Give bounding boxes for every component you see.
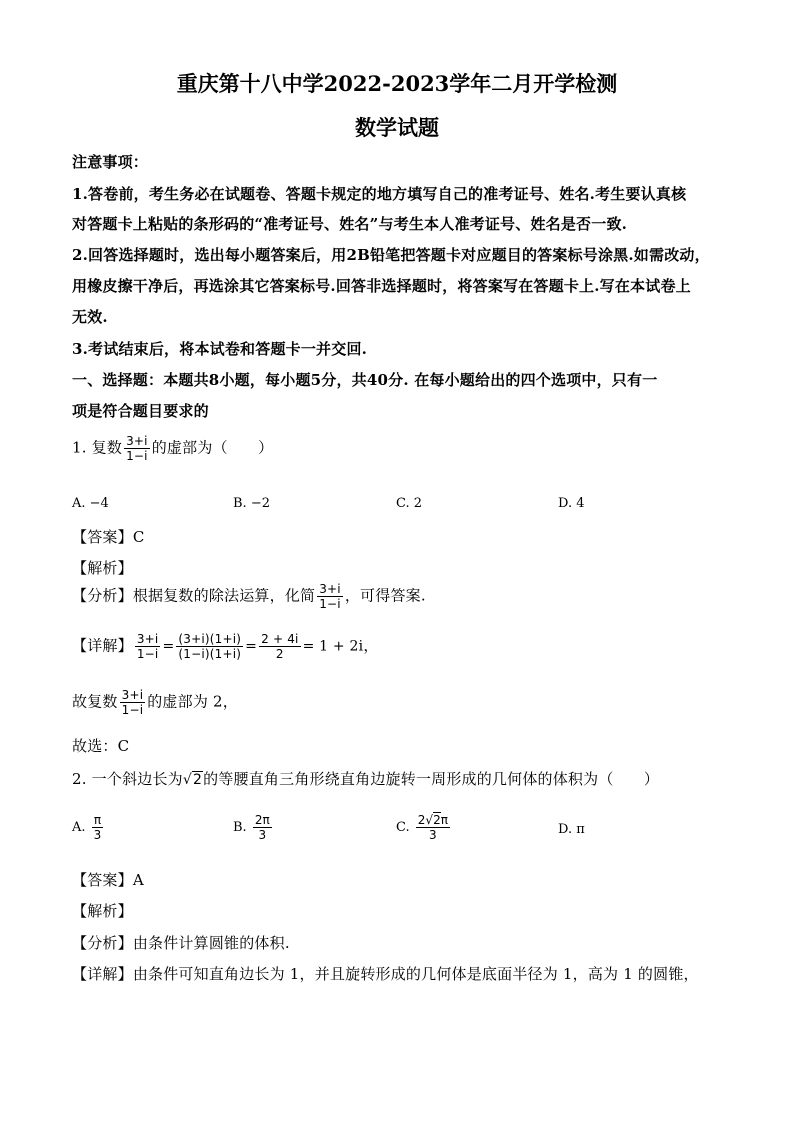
q1-fenxi-frac-num: 3+i — [319, 582, 341, 596]
q1-xiangjie — [72, 632, 379, 661]
q1-suffix: 的虚部为（ ） — [151, 438, 274, 457]
q2-fenxi-text: 由条件计算圆锥的体积. — [132, 934, 290, 952]
q2-opt-a-den: 3 — [93, 828, 102, 842]
section-heading-line1: 一、选择题：本题共8小题，每小题5分，共40分. 在每小题给出的四个选项中，只有一 — [72, 371, 658, 389]
q2-fenxi — [72, 932, 290, 953]
q1-calc-frac2 — [176, 632, 243, 661]
q1-calc-frac3 — [259, 632, 301, 661]
q1-calc-frac2-num: (3+i)(1+i) — [178, 632, 242, 646]
q1-fenxi-text: 根据复数的除法运算，化简 — [132, 586, 316, 605]
q1-calc-eq1: = — [162, 638, 175, 655]
q2-suffix: 的等腰直角三角形绕直角边旋转一周形成的几何体的体积为（ ） — [203, 770, 660, 788]
q1-answer-tag: 【答案】 — [72, 528, 133, 546]
q1-analysis-tag: 【解析】 — [72, 559, 133, 577]
q1-conclusion-frac-den: 1−i — [121, 703, 144, 717]
q2-opt-a-frac — [92, 813, 104, 842]
q2-opt-c-label: C. — [396, 820, 410, 835]
q2-answer-value: A — [132, 871, 144, 889]
q2-option-a — [72, 813, 105, 842]
q1-calc-result: = 1 + 2i — [302, 638, 364, 655]
q1-fenxi-frac-den: 1−i — [319, 597, 341, 611]
q2-option-c — [396, 813, 452, 842]
q1-calc-frac1-den: 1−i — [136, 647, 159, 661]
notice-item2-line3: 无效. — [72, 308, 108, 326]
q1-calc-end: ， — [363, 636, 379, 655]
q1-option-d: D. 4 — [558, 496, 585, 511]
notice-item1-line1: 1.答卷前，考生务必在试题卷、答题卡规定的地方填写自己的准考证号、姓名.考生要认真核 — [72, 185, 687, 203]
q2-radicand: 2 — [193, 772, 203, 788]
q2-prefix: 2. 一个斜边长为 — [72, 770, 183, 788]
q2-xiangjie-text: 由条件可知直角边长为 1，并且旋转形成的几何体是底面半径为 1，高为 1 的圆锥， — [132, 965, 699, 983]
q2-option-d: D. π — [558, 822, 585, 837]
q1-answer-value: C — [132, 528, 145, 546]
q2-opt-c-coef: 2 — [417, 813, 426, 827]
q1-conclusion-fraction — [120, 688, 146, 717]
q2-answer — [72, 869, 144, 890]
q1-calc-frac3-num: 2 + 4i — [261, 632, 299, 646]
q1-frac-den: 1−i — [126, 449, 148, 463]
q2-xiangjie — [72, 963, 699, 984]
q2-opt-b-num: 2π — [254, 813, 270, 827]
q1-frac-num: 3+i — [126, 434, 148, 448]
q1-conclusion-frac-num: 3+i — [121, 688, 144, 702]
notice-heading: 注意事项： — [72, 153, 149, 171]
q1-option-a: A. −4 — [72, 496, 109, 511]
q2-xiangjie-tag: 【详解】 — [72, 965, 133, 983]
q1-choose: 故选：C — [72, 737, 130, 755]
notice-item2-line1: 2.回答选择题时，选出每小题答案后，用2B铅笔把答题卡对应题目的答案标号涂黑.如需改动， — [72, 246, 710, 264]
q2-opt-c-den: 3 — [429, 828, 437, 842]
q2-option-b — [233, 813, 274, 842]
q2-opt-c-radicand: 2 — [433, 813, 441, 827]
q1-calc-frac1 — [135, 632, 161, 661]
q1-fenxi-fraction — [317, 582, 343, 611]
page-subtitle: 数学试题 — [355, 115, 439, 140]
question-1-stem — [72, 434, 273, 463]
q1-fenxi — [72, 582, 426, 611]
q1-calc-frac3-den: 2 — [275, 647, 284, 661]
q2-fenxi-tag: 【分析】 — [72, 934, 133, 952]
q2-opt-b-frac — [253, 813, 272, 842]
q2-opt-b-label: B. — [233, 820, 247, 835]
page-title: 重庆第十八中学2022-2023学年二月开学检测 — [176, 71, 618, 96]
q1-conclusion — [72, 688, 238, 717]
q2-radical-sign: √ — [182, 772, 193, 788]
notice-item1-line2: 对答题卡上粘贴的条形码的“准考证号、姓名”与考生本人准考证号、姓名是否一致. — [72, 215, 628, 233]
q1-fraction — [124, 434, 150, 463]
q1-option-b: B. −2 — [233, 496, 270, 511]
q1-xiangjie-tag: 【详解】 — [72, 636, 133, 655]
q2-answer-tag: 【答案】 — [72, 871, 133, 889]
q1-fenxi-suffix: ，可得答案. — [344, 586, 426, 605]
q1-calc-frac2-den: (1−i)(1+i) — [178, 647, 242, 661]
q1-conclusion-suffix: 的虚部为 2， — [147, 692, 238, 711]
q1-option-c: C. 2 — [396, 496, 423, 511]
q1-prefix: 1. 复数 — [72, 438, 123, 457]
q1-conclusion-prefix: 故复数 — [72, 692, 118, 711]
question-2-stem — [72, 768, 659, 789]
q2-opt-a-num: π — [93, 813, 102, 827]
q2-analysis-tag: 【解析】 — [72, 902, 133, 920]
q1-answer — [72, 526, 145, 547]
q1-calc-frac1-num: 3+i — [136, 632, 159, 646]
q2-opt-a-label: A. — [72, 820, 86, 835]
q1-fenxi-tag: 【分析】 — [72, 586, 133, 605]
section-heading-line2: 项是符合题目要求的 — [72, 402, 209, 420]
q2-opt-c-frac — [416, 813, 450, 842]
q2-sqrt — [183, 772, 203, 788]
q2-opt-c-pi: π — [440, 813, 448, 827]
q2-opt-c-num — [416, 813, 450, 828]
q1-calc-eq2: = — [245, 638, 258, 655]
q2-opt-b-den: 3 — [258, 828, 267, 842]
notice-item2-line2: 用橡皮擦干净后，再选涂其它答案标号.回答非选择题时，将答案写在答题卡上.写在本试卷上 — [72, 277, 691, 295]
q2-opt-c-radical: √ — [425, 813, 434, 827]
notice-item3: 3.考试结束后，将本试卷和答题卡一并交回. — [72, 340, 368, 358]
